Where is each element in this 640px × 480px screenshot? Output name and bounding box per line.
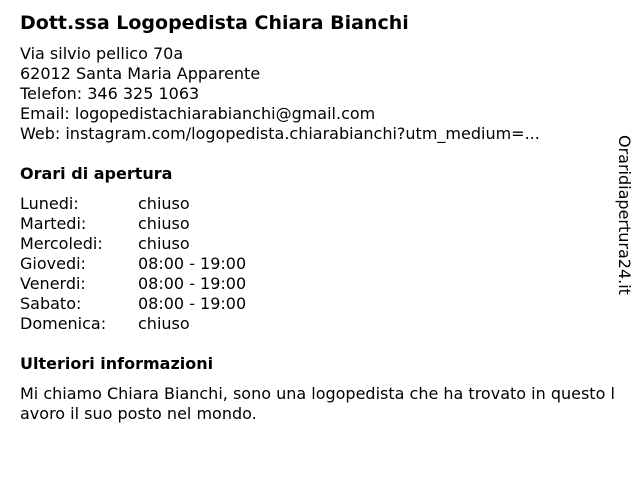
day-label: Lunedi: <box>20 194 79 213</box>
day-hours: 08:00 - 19:00 <box>138 274 247 293</box>
business-name: Dott.ssa Logopedista Chiara Bianchi <box>20 12 409 34</box>
day-hours: 08:00 - 19:00 <box>138 294 247 313</box>
day-hours: chiuso <box>138 214 190 233</box>
day-hours: chiuso <box>138 194 190 213</box>
day-hours: chiuso <box>138 314 190 333</box>
site-watermark: Oraridiapertura24.it <box>615 135 634 295</box>
day-label: Giovedi: <box>20 254 86 273</box>
email-address[interactable]: Email: logopedistachiarabianchi@gmail.com <box>20 104 376 123</box>
day-label: Venerdi: <box>20 274 86 293</box>
city-address: 62012 Santa Maria Apparente <box>20 64 261 83</box>
additional-info-heading: Ulteriori informazioni <box>20 354 214 373</box>
hours-row-domenica <box>20 314 620 334</box>
contact-details <box>20 44 620 144</box>
hours-row-mercoledi <box>20 234 620 254</box>
day-hours: chiuso <box>138 234 190 253</box>
hours-row-martedi <box>20 214 620 234</box>
day-label: Martedi: <box>20 214 87 233</box>
hours-row-lunedi <box>20 194 620 214</box>
business-listing <box>20 10 620 424</box>
opening-hours-heading: Orari di apertura <box>20 164 173 183</box>
day-label: Mercoledi: <box>20 234 103 253</box>
hours-row-sabato <box>20 294 620 314</box>
hours-row-giovedi <box>20 254 620 274</box>
day-hours: 08:00 - 19:00 <box>138 254 247 273</box>
hours-row-venerdi <box>20 274 620 294</box>
day-label: Sabato: <box>20 294 82 313</box>
phone-number[interactable]: Telefon: 346 325 1063 <box>20 84 200 103</box>
website-link[interactable]: Web: instagram.com/logopedista.chiarabianchi?utm_medium=... <box>20 124 540 143</box>
street-address: Via silvio pellico 70a <box>20 44 184 63</box>
additional-info-text: Mi chiamo Chiara Bianchi, sono una logopedista che ha trovato in questo lavoro il suo posto nel mondo. <box>20 384 615 423</box>
day-label: Domenica: <box>20 314 107 333</box>
opening-hours-table <box>20 194 620 334</box>
